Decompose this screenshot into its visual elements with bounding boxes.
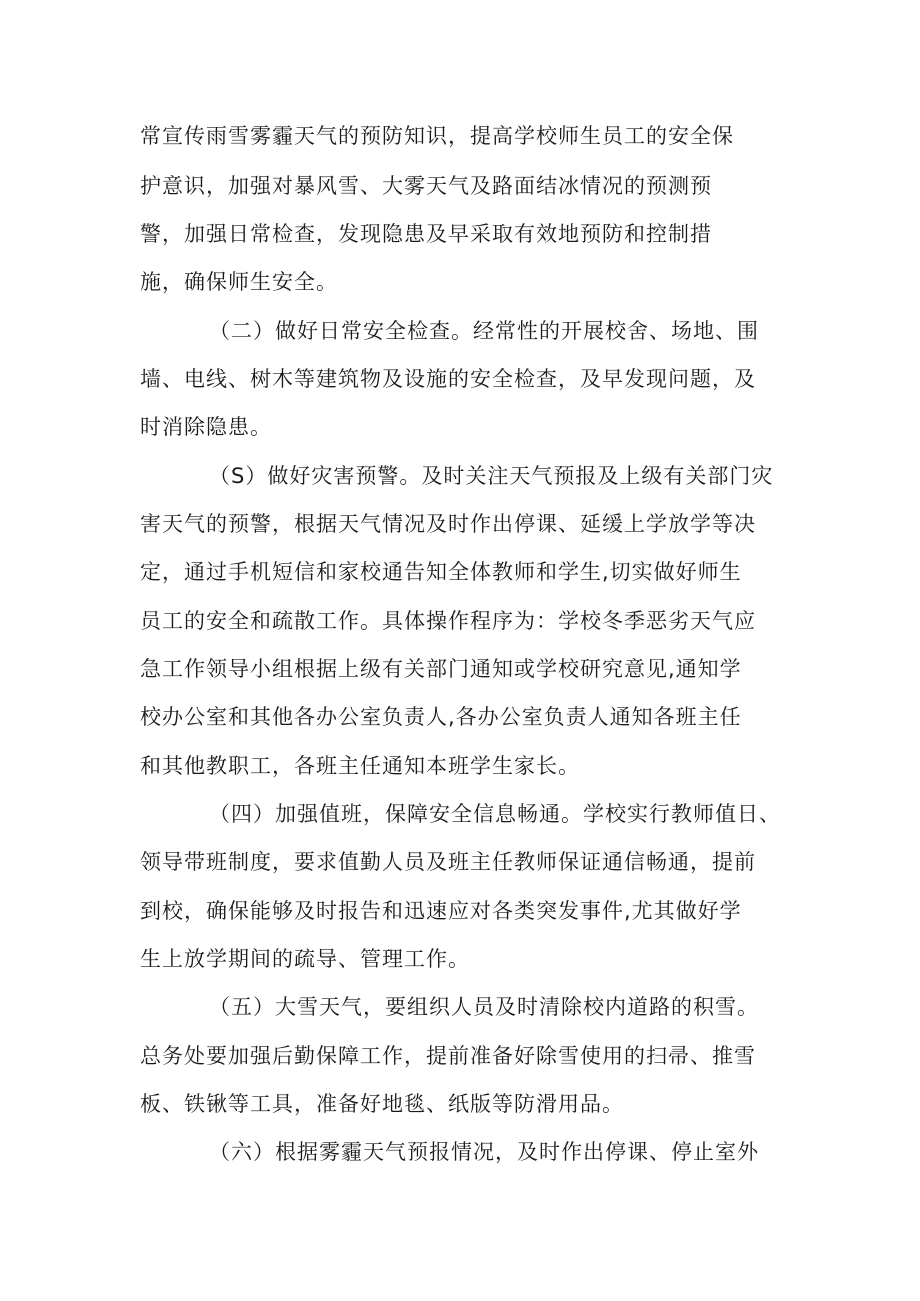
paragraph-2-heading-line: （二）做好日常安全检查。经常性的开展校舍、场地、围	[209, 319, 759, 343]
text-line: 时消除隐患。	[140, 415, 272, 439]
text-line: 板、铁锹等工具，准备好地毯、纸版等防滑用品。	[140, 1092, 624, 1116]
text-line: 常宣传雨雪雾霾天气的预防知识，提高学校师生员工的安全保	[140, 124, 734, 148]
text-line: 害天气的预警，根据天气情况及时作出停课、延缓上学放学等决	[140, 512, 756, 536]
paragraph-3-heading-line: （S）做好灾害预警。及时关注天气预报及上级有关部门灾	[209, 464, 774, 488]
paragraph-6-heading-line: （六）根据雾霾天气预报情况，及时作出停课、停止室外	[209, 1140, 759, 1164]
paragraph-5-heading-line: （五）大雪天气，要组织人员及时清除校内道路的积雪。	[209, 995, 759, 1019]
text-line: 警，加强日常检查，发现隐患及早采取有效地预防和控制措	[140, 222, 712, 246]
text-line: 生上放学期间的疏导、管理工作。	[140, 947, 470, 971]
text-line: 施，确保师生安全。	[140, 270, 338, 294]
text-line: 到校，确保能够及时报告和迅速应对各类突发事件,尤其做好学	[140, 899, 742, 923]
text-line: 和其他教职工，各班主任通知本班学生家长。	[140, 754, 580, 778]
text-line: 定，通过手机短信和家校通告知全体教师和学生,切实做好师生	[140, 560, 742, 584]
paragraph-4-heading-line: （四）加强值班，保障安全信息畅通。学校实行教师值日、	[209, 802, 781, 826]
text-line: 急工作领导小组根据上级有关部门通知或学校研究意见,通知学	[140, 657, 742, 681]
text-line: 墙、电线、树木等建筑物及设施的安全检查，及早发现问题，及	[140, 367, 756, 391]
text-line: 校办公室和其他各办公室负责人,各办公室负责人通知各班主任	[140, 705, 742, 729]
text-line: 护意识，加强对暴风雪、大雾天气及路面结冰情况的预测预	[140, 174, 712, 198]
text-line: 员工的安全和疏散工作。具体操作程序为：学校冬季恶劣天气应	[140, 609, 756, 633]
text-line: 领导带班制度，要求值勤人员及班主任教师保证通信畅通，提前	[140, 850, 756, 874]
text-line: 总务处要加强后勤保障工作，提前准备好除雪使用的扫帚、推雪	[140, 1044, 756, 1068]
